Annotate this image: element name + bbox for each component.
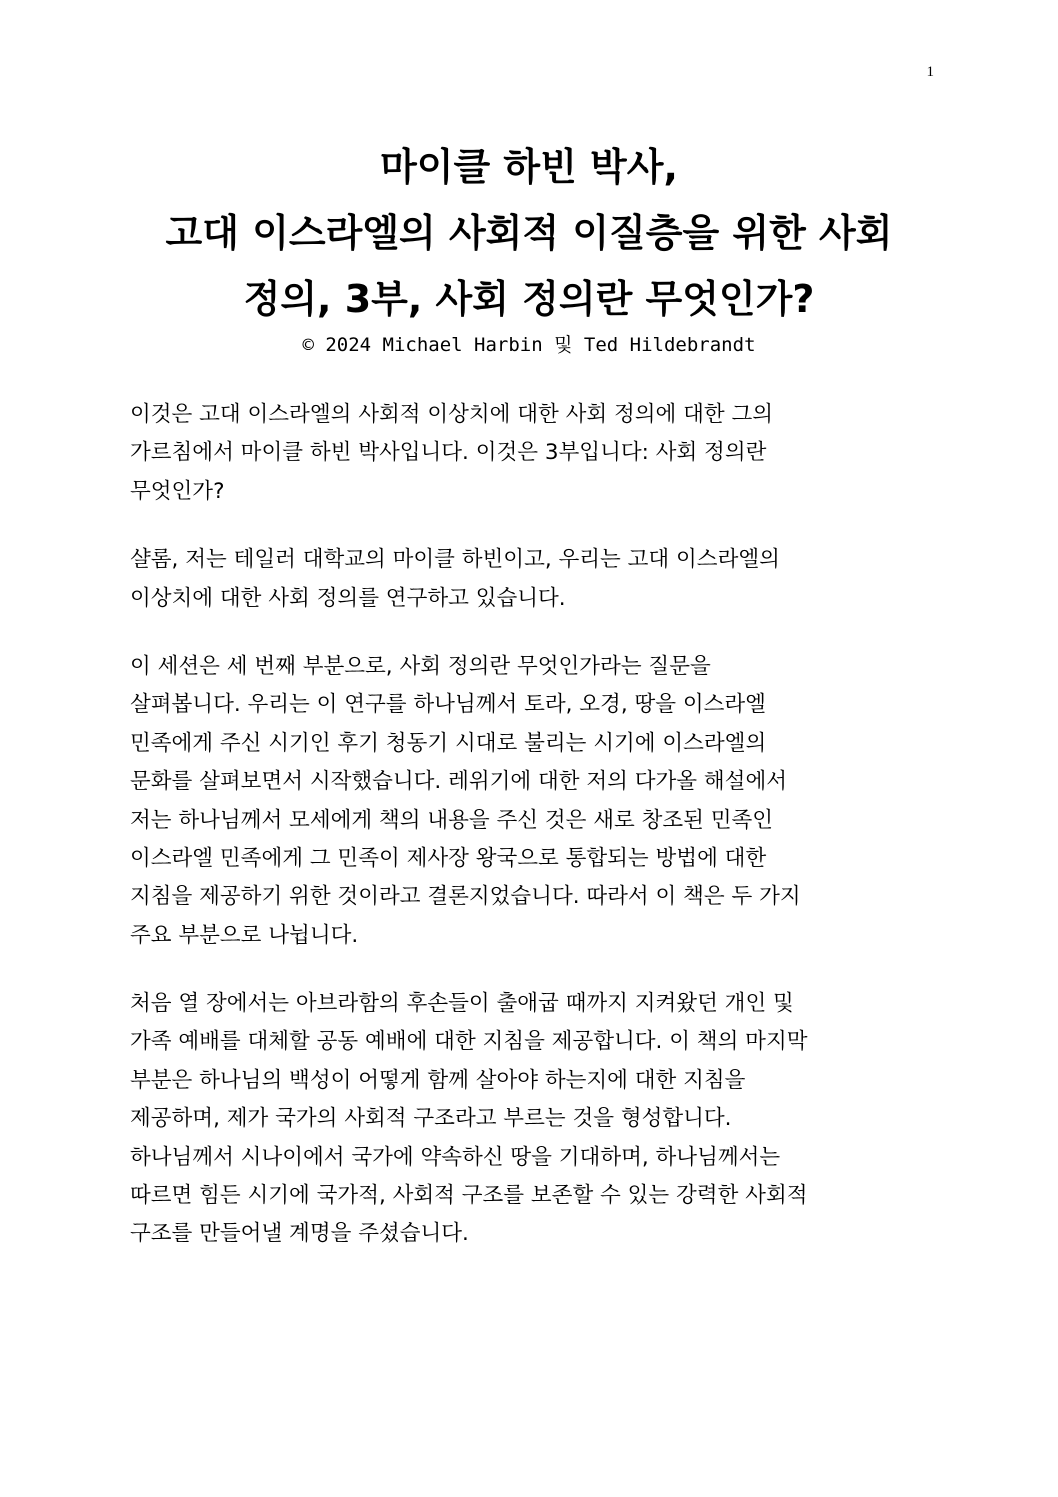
text-line: 가르침에서 마이클 하빈 박사입니다. 이것은 3부입니다: 사회 정의란 (130, 440, 767, 466)
text-line: 민족에게 주신 시기인 후기 청동기 시대로 불리는 시기에 이스라엘의 (130, 730, 767, 756)
title-line: 마이클 하빈 박사, (380, 145, 678, 189)
title-line: 고대 이스라엘의 사회적 이질층을 위한 사회 (165, 211, 893, 255)
text-line: 지침을 제공하기 위한 것이라고 결론지었습니다. 따라서 이 책은 두 가지 (130, 884, 801, 910)
paragraph-greeting (130, 541, 930, 618)
text-line: 부분은 하나님의 백성이 어떻게 함께 살아야 하는지에 대한 지침을 (130, 1067, 746, 1093)
title-line: 정의, 3부, 사회 정의란 무엇인가? (243, 277, 815, 321)
paragraph-chapters (130, 985, 930, 1254)
text-line: 살펴봅니다. 우리는 이 연구를 하나님께서 토라, 오경, 땅을 이스라엘 (130, 692, 766, 718)
text-line: 이 세션은 세 번째 부분으로, 사회 정의란 무엇인가라는 질문을 (130, 653, 711, 679)
text-line: 샬롬, 저는 테일러 대학교의 마이클 하빈이고, 우리는 고대 이스라엘의 (130, 547, 780, 573)
text-line: 하나님께서 시나이에서 국가에 약속하신 땅을 기대하며, 하나님께서는 (130, 1144, 781, 1170)
text-line: 주요 부분으로 나뉩니다. (130, 922, 359, 948)
copyright-notice: © 2024 Michael Harbin 및 Ted Hildebrandt (302, 334, 756, 356)
document-title (100, 134, 958, 332)
text-line: 문화를 살펴보면서 시작했습니다. 레위기에 대한 저의 다가올 해설에서 (130, 769, 787, 795)
text-line: 무엇인가? (130, 478, 225, 504)
text-line: 따르면 힘든 시기에 국가적, 사회적 구조를 보존할 수 있는 강력한 사회적 (130, 1183, 808, 1209)
text-line: 처음 열 장에서는 아브라함의 후손들이 출애굽 때까지 지켜왔던 개인 및 (130, 991, 794, 1017)
paragraph-session (130, 648, 930, 955)
text-line: 저는 하나님께서 모세에게 책의 내용을 주신 것은 새로 창조된 민족인 (130, 807, 774, 833)
page-number: 1 (926, 64, 934, 80)
text-line: 가족 예배를 대체할 공동 예배에 대한 지침을 제공합니다. 이 책의 마지막 (130, 1029, 808, 1055)
document-body (130, 396, 930, 1284)
paragraph-intro (130, 396, 930, 511)
text-line: 구조를 만들어낼 계명을 주셨습니다. (130, 1221, 469, 1247)
text-line: 이스라엘 민족에게 그 민족이 제사장 왕국으로 통합되는 방법에 대한 (130, 845, 767, 871)
text-line: 제공하며, 제가 국가의 사회적 구조라고 부르는 것을 형성합니다. (130, 1106, 732, 1132)
text-line: 이상치에 대한 사회 정의를 연구하고 있습니다. (130, 585, 566, 611)
text-line: 이것은 고대 이스라엘의 사회적 이상치에 대한 사회 정의에 대한 그의 (130, 402, 774, 427)
